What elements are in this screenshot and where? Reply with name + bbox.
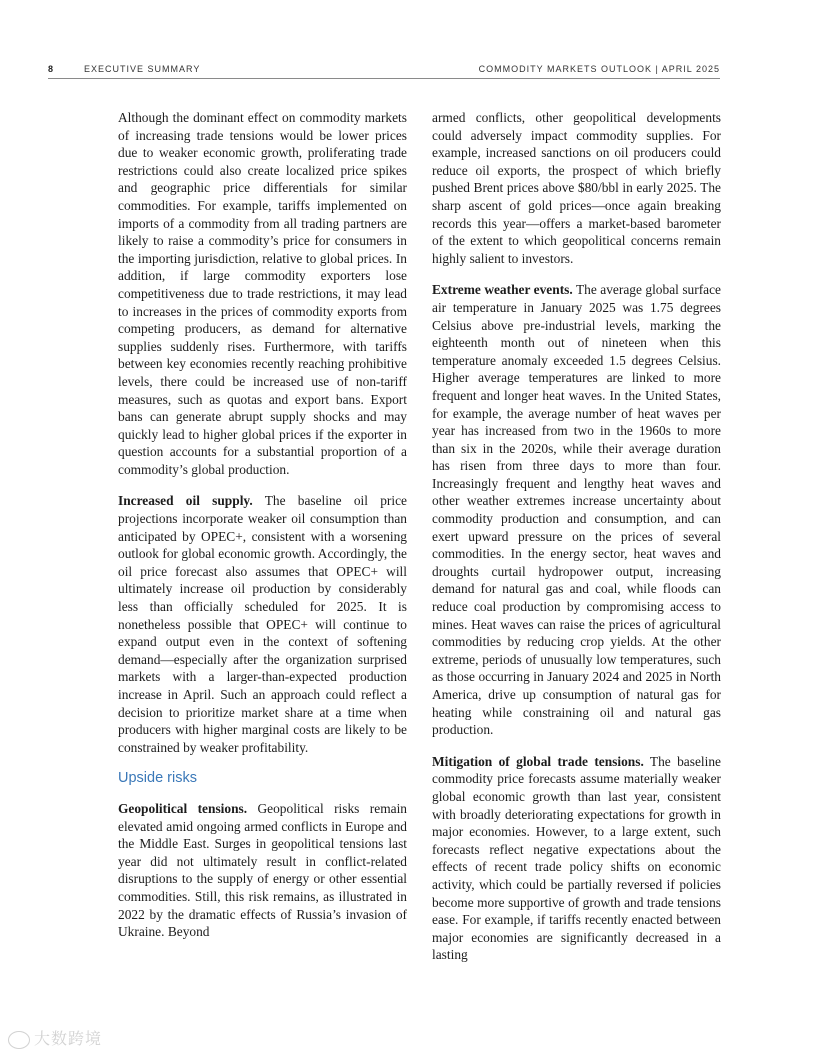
watermark-logo-icon: [8, 1031, 30, 1049]
paragraph-lead: Increased oil supply.: [118, 493, 253, 509]
paragraph: [118, 800, 407, 941]
left-column: [118, 109, 407, 955]
paragraph: [118, 492, 407, 756]
header-rule: [48, 78, 720, 79]
paragraph: [432, 281, 721, 738]
subheading-upside-risks: Upside risks: [118, 770, 197, 787]
paragraph: armed conflicts, other geopolitical developments could adversely impact commodity supplies. For example, increased sanctions on oil producers could reduce oil exports, the prospect of which briefly pushed Brent prices above $80/bbl in early 2025. The sharp ascent of gold prices—once again breaking records this year—offers a market-based barometer of the extent to which geopolitical concerns remain highly salient to investors.: [432, 110, 721, 266]
right-column: [432, 109, 721, 978]
paragraph-lead: Geopolitical tensions.: [118, 800, 248, 816]
section-title: EXECUTIVE SUMMARY: [84, 64, 201, 74]
paragraph-lead: Mitigation of global trade tensions.: [432, 753, 644, 769]
paragraph-body: The baseline commodity price forecasts assume materially weaker global economic growth than last year, consistent with broadly deteriorating expectations for growth in major economies. However, to a large extent, such forecasts reflect negative expectations about the effects of recent trade policy shifts on economic activity, which could be partially reversed if policies become more supportive of growth and trade tensions ease. For example, if tariffs recently enacted between major economies are significantly decreased in a lasting: [432, 753, 721, 963]
running-header: [48, 64, 720, 78]
paragraph-body: The average global surface air temperature in January 2025 was 1.75 degrees Celsius above pre-industrial levels, marking the eighteenth month out of nineteen when this temperature anomaly exceeded 1.5 degrees Celsius. Higher average temperatures are linked to more frequent and longer heat waves. In the United States, for example, the average number of heat waves per year has increased from two in the 1960s to more than six in the 2020s, while their average duration has risen from three days to more than four. Increasingly frequent and lengthy heat waves and other weather extremes increase uncertainty about commodity production and consumption, and can exert upward pressure on the prices of several commodities. In the energy sector, heat waves and droughts curtail hydropower output, increasing demand for natural gas and coal, while floods can reduce coal production by compromising access to mines. Heat waves can raise the prices of agricultural commodities by reducing crop yields. At the other extreme, periods of unusually low temperatures, such as those occurring in January 2024 and 2025 in North America, drive up consumption of natural gas for heating while constraining oil and natural gas production.: [432, 282, 721, 738]
paragraph-lead: Extreme weather events.: [432, 282, 573, 298]
watermark: [8, 1026, 102, 1049]
page-number: 8: [48, 64, 55, 74]
publication-title: COMMODITY MARKETS OUTLOOK | APRIL 2025: [478, 64, 720, 74]
paragraph: Although the dominant effect on commodity markets of increasing trade tensions would be lower prices due to weaker economic growth, proliferating trade restrictions could also create localized price spikes and geographic price differentials for similar commodities. For example, tariffs implemented on imports of a commodity from all trading partners are likely to raise a commodity’s price for consumers in the importing jurisdiction, relative to global prices. In addition, if large commodity exporters lose competitiveness due to trade restrictions, it may lead to increases in the prices of commodity exports from competing producers, as demand for alternative supplies suddenly rises. Furthermore, with tariffs between key economies recently reaching prohibitive levels, there could be increased use of non-tariff measures, such as quotas and export bans. Export bans can generate abrupt supply shocks and may quickly lead to higher global prices if the exporter in question accounts for a substantial proportion of a commodity’s global production.: [118, 110, 407, 477]
paragraph: [432, 753, 721, 964]
paragraph-body: The baseline oil price projections incorporate weaker oil consumption than anticipated by OPEC+, consistent with a worsening outlook for global economic growth. Accordingly, the oil price forecast also assumes that OPEC+ will ultimately increase oil production by considerably less than officially scheduled for 2025. It is nonetheless possible that OPEC+ will continue to expand output even in the context of softening demand—especially after the organization surprised markets with a larger-than-expected production increase in April. Such an approach could reflect a decision to prioritize market share at a time when producers with higher marginal costs are likely to be constrained by weaker profitability.: [118, 493, 407, 755]
watermark-text: 大数跨境: [34, 1029, 103, 1048]
paragraph-body: Geopolitical risks remain elevated amid ongoing armed conflicts in Europe and the Middle East. Surges in geopolitical tensions last year did not ultimately result in conflict-related disruptions to the supply of energy or other essential commodities. Still, this risk remains, as illustrated in 2022 by the dramatic effects of Russia’s invasion of Ukraine. Beyond: [118, 800, 407, 940]
